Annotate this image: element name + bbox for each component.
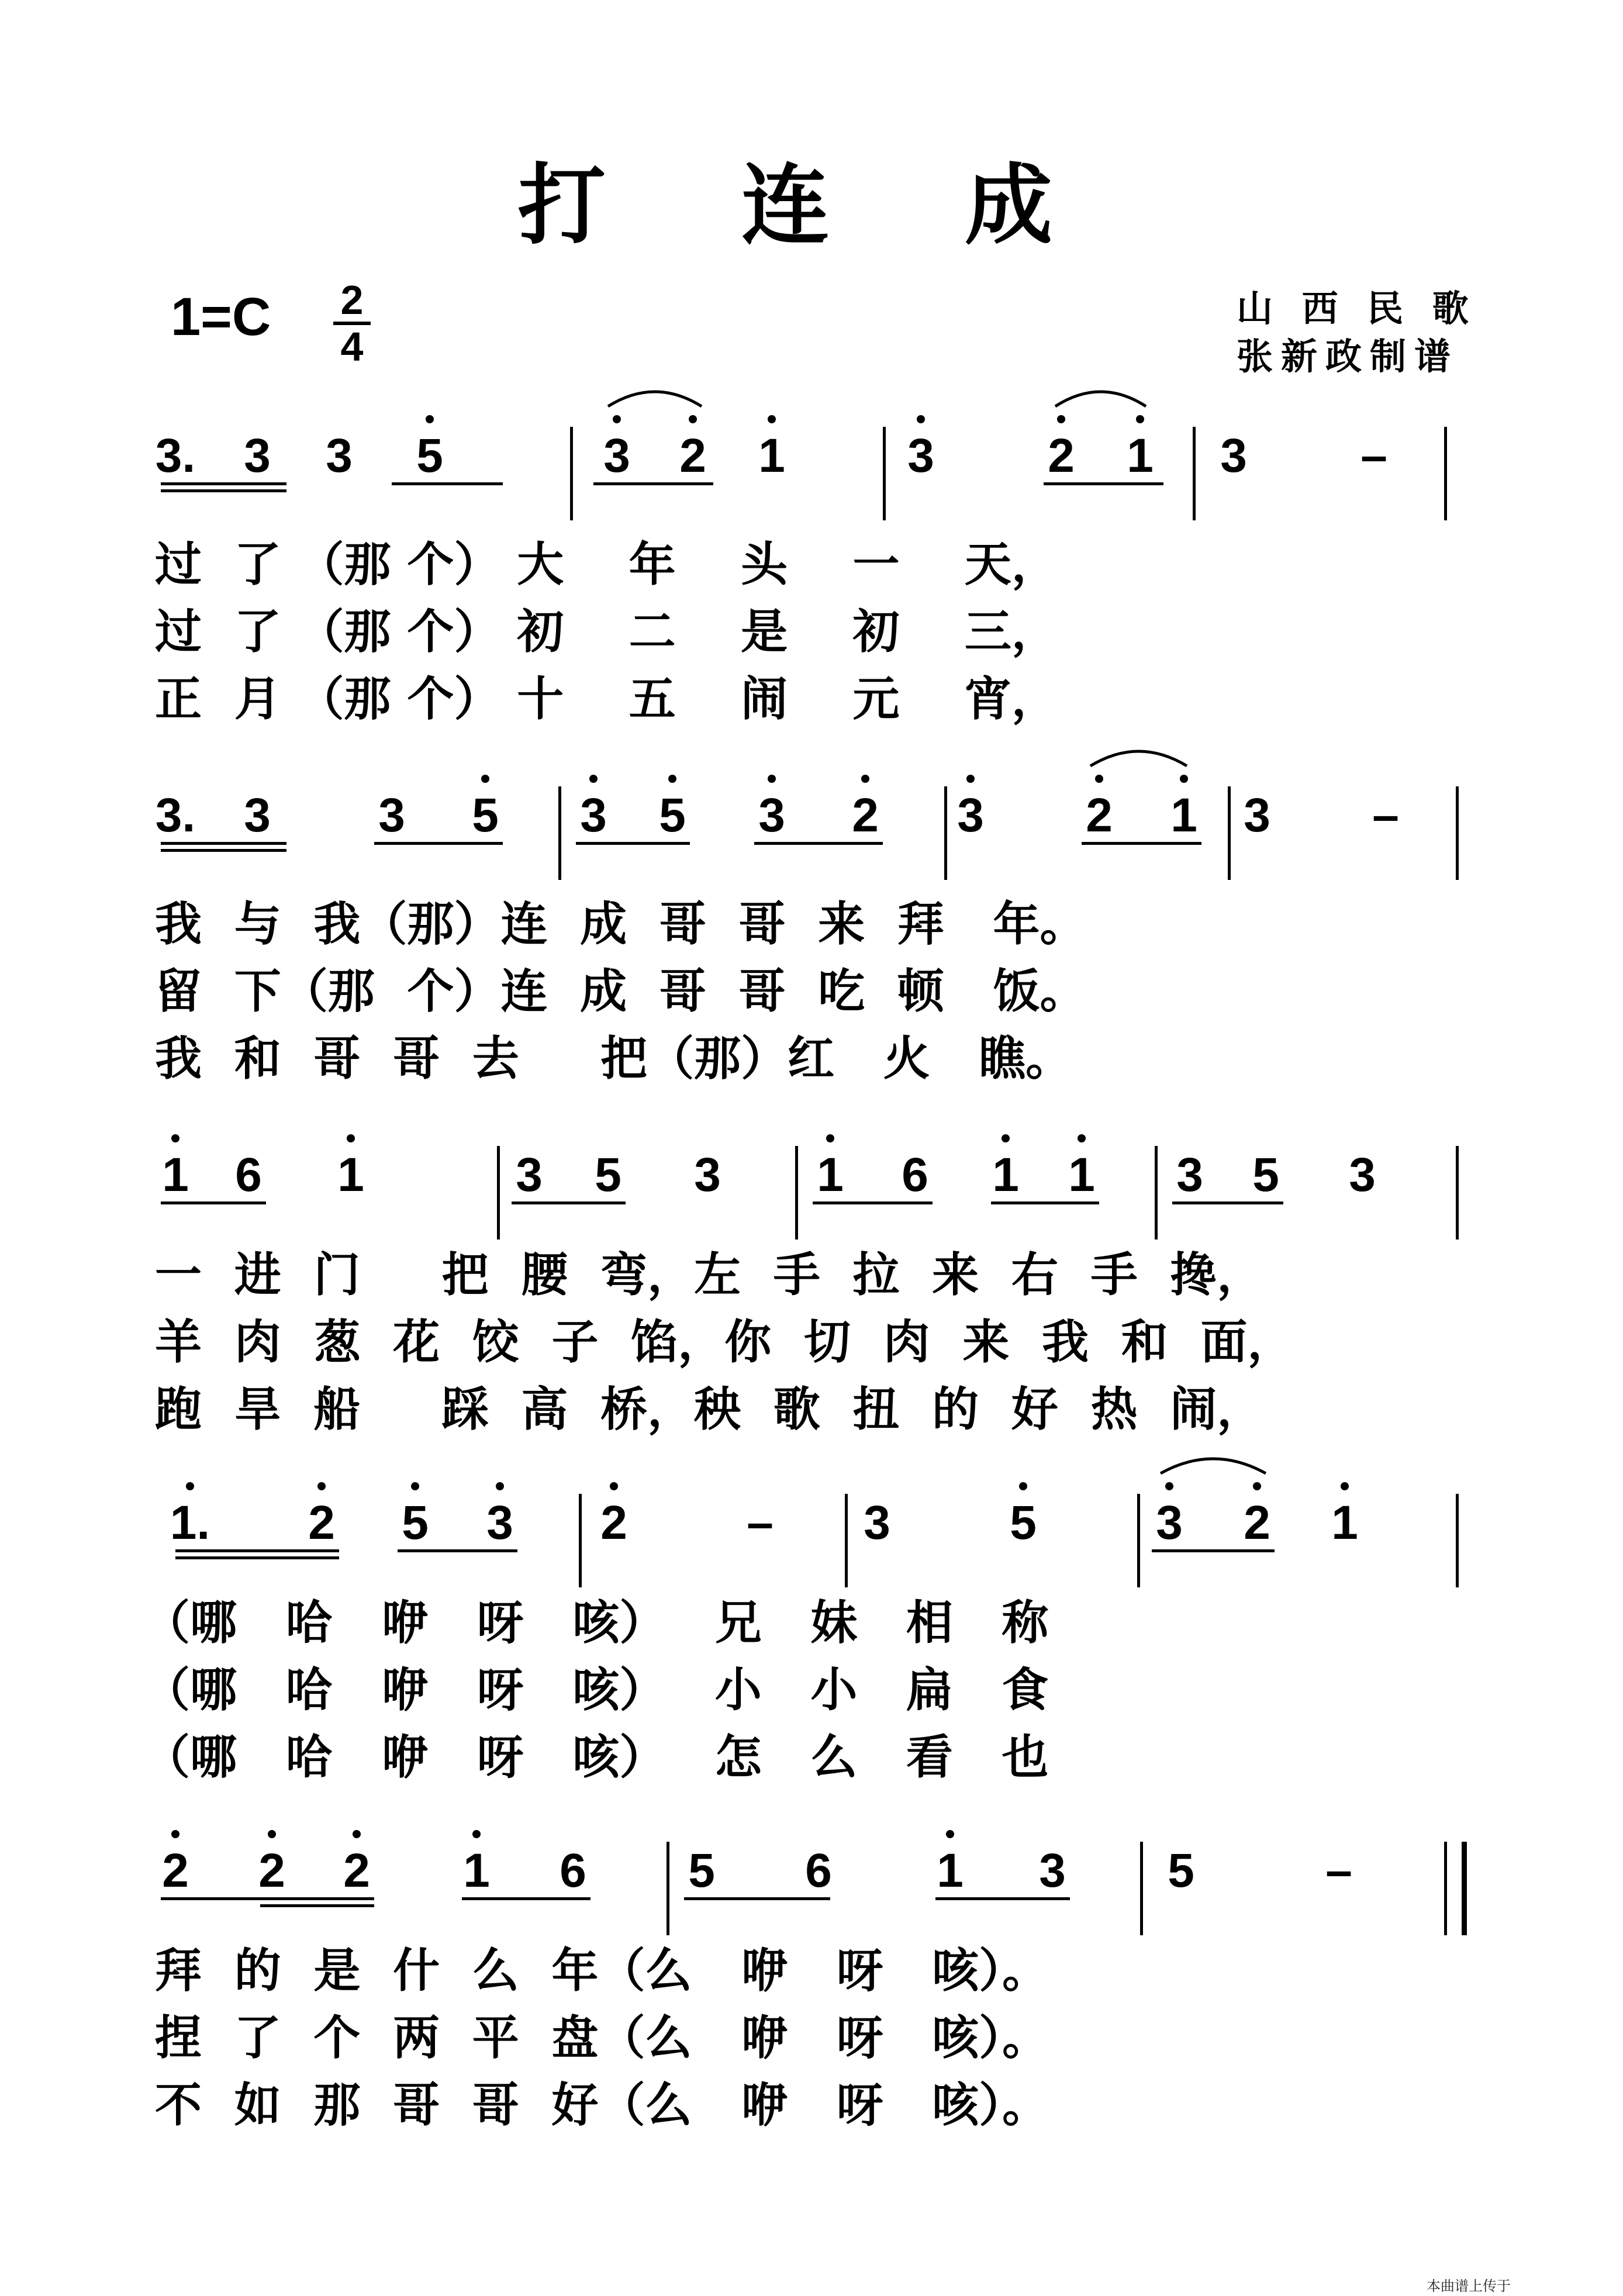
note: 2 [162, 1844, 189, 1897]
octave-high-dot [186, 1482, 194, 1490]
beam-underline [175, 1549, 339, 1552]
note: 1 [758, 429, 785, 482]
beam-underline [512, 1201, 626, 1204]
barline [1456, 1146, 1459, 1240]
beam-underline [576, 842, 690, 845]
slur [1055, 392, 1146, 406]
note: 3. [155, 789, 196, 842]
beam-underline [175, 1556, 339, 1559]
barline [944, 786, 947, 880]
octave-high-dot [689, 415, 697, 423]
time-signature-top: 2 [340, 277, 364, 323]
note: 3 [516, 1148, 543, 1201]
octave-high-dot [1002, 1134, 1010, 1142]
beam-underline [1152, 1549, 1275, 1552]
note: 1 [817, 1148, 844, 1201]
beam-underline [813, 1201, 933, 1204]
note: 2 [308, 1496, 335, 1549]
lyric-line: 一 进 门 把 腰 弯，左 手 拉 来 右 手 搀， [155, 1247, 1264, 1302]
note: 1 [337, 1148, 364, 1201]
barline [1456, 1494, 1459, 1587]
note: 1 [937, 1844, 964, 1897]
note: 1 [1127, 429, 1154, 482]
note: 2 [258, 1844, 285, 1897]
octave-high-dot [317, 1482, 326, 1490]
note: 2 [1048, 429, 1075, 482]
slur [1161, 1459, 1266, 1473]
final-barline [1444, 1842, 1447, 1935]
note: 3 [1220, 429, 1247, 482]
beam-underline [374, 842, 503, 845]
octave-high-dot [347, 1134, 355, 1142]
note: 3 [758, 789, 785, 842]
octave-high-dot [171, 1134, 179, 1142]
barline [883, 427, 886, 520]
note: 3 [244, 789, 271, 842]
lyric-line: 羊 肉 葱 花 饺 子 馅，你 切 肉 来 我 和 面， [155, 1314, 1294, 1369]
beam-underline [1044, 482, 1163, 485]
note: 3 [957, 789, 984, 842]
lyric-line: 留 下（那 个）连 成 哥 哥 吃 顿 饭。 [155, 964, 1087, 1018]
octave-high-dot [861, 775, 869, 783]
barline [497, 1146, 500, 1240]
note: 3 [1156, 1496, 1183, 1549]
note: 6 [235, 1148, 262, 1201]
note: 3 [1039, 1844, 1066, 1897]
note: 3 [1244, 789, 1270, 842]
beam-underline [161, 1201, 266, 1204]
note: 5 [416, 429, 443, 482]
barline [1228, 786, 1231, 880]
octave-high-dot [1180, 775, 1188, 783]
barline [579, 1494, 582, 1587]
credit-origin: 山 西 民 歌 [1237, 287, 1477, 330]
barline [1456, 786, 1459, 880]
note: 1 [992, 1148, 1019, 1201]
beam-underline [161, 489, 286, 492]
octave-high-dot [1057, 415, 1065, 423]
octave-high-dot [1136, 415, 1144, 423]
note: 2 [852, 789, 879, 842]
lyric-line: 过 了 （那 个） 大 年 头 一 天， [155, 537, 1058, 592]
note: 3 [1349, 1148, 1376, 1201]
lyric-line: 正 月 （那 个） 十 五 闹 元 宵， [155, 671, 1058, 726]
octave-high-dot [426, 415, 434, 423]
barline [570, 427, 573, 520]
note: – [1360, 429, 1387, 482]
lyric-line: 我 与 我（那）连 成 哥 哥 来 拜 年。 [155, 896, 1087, 951]
octave-high-dot [668, 775, 676, 783]
note: 5 [1252, 1148, 1279, 1201]
credit-arranger: 张新政制谱 [1237, 335, 1459, 378]
octave-high-dot [411, 1482, 419, 1490]
octave-high-dot [917, 415, 925, 423]
beam-underline [754, 842, 883, 845]
page-title: 打 连 成 [517, 154, 1106, 257]
note: 5 [402, 1496, 429, 1549]
note: 2 [1244, 1496, 1270, 1549]
beam-underline [1082, 842, 1201, 845]
beam-underline [161, 842, 286, 845]
lyric-line: （哪 哈 咿 呀 咳） 小 小 扁 食 [143, 1662, 1049, 1717]
octave-high-dot [1165, 1482, 1173, 1490]
note: 3 [244, 429, 271, 482]
beam-underline [161, 1897, 374, 1900]
barline [1155, 1146, 1158, 1240]
note: 3 [907, 429, 934, 482]
note: 3 [694, 1148, 721, 1201]
lyric-line: 不 如 那 哥 哥 好（么 咿 呀 咳）。 [155, 2077, 1049, 2132]
note: 3. [155, 429, 196, 482]
time-signature-bottom: 4 [340, 324, 364, 370]
octave-high-dot [472, 1830, 481, 1838]
octave-high-dot [481, 775, 489, 783]
barline [1137, 1494, 1140, 1587]
note: 6 [902, 1148, 928, 1201]
octave-high-dot [768, 415, 776, 423]
note: 2 [1086, 789, 1113, 842]
octave-high-dot [171, 1830, 179, 1838]
note: – [747, 1496, 773, 1549]
note: – [1325, 1844, 1352, 1897]
lyric-line: （哪 哈 咿 呀 咳） 怎 么 看 也 [143, 1729, 1049, 1784]
lyric-line: 我 和 哥 哥 去 把（那）红 火 瞧。 [155, 1031, 1073, 1086]
final-barline [1462, 1842, 1467, 1935]
note: 3 [1176, 1148, 1203, 1201]
octave-high-dot [353, 1830, 361, 1838]
lyric-line: （哪 哈 咿 呀 咳） 兄 妹 相 称 [143, 1595, 1049, 1650]
octave-high-dot [768, 775, 776, 783]
slur [608, 392, 702, 406]
beam-underline [462, 1897, 591, 1900]
note: 5 [1010, 1496, 1037, 1549]
note: 5 [472, 789, 499, 842]
note: 3 [486, 1496, 513, 1549]
octave-high-dot [1341, 1482, 1349, 1490]
note: 1 [1068, 1148, 1095, 1201]
beam-underline [935, 1897, 1070, 1900]
note: 2 [343, 1844, 370, 1897]
note: 3 [580, 789, 607, 842]
note: 3 [864, 1496, 890, 1549]
beam-underline [684, 1897, 830, 1900]
note: 3 [378, 789, 405, 842]
lyric-line: 捏 了 个 两 平 盘（么 咿 呀 咳）。 [155, 2010, 1049, 2065]
lyric-line: 过 了 （那 个） 初 二 是 初 三， [155, 604, 1058, 659]
note: 2 [600, 1496, 627, 1549]
beam-underline [593, 482, 713, 485]
octave-high-dot [268, 1830, 276, 1838]
note: 1 [463, 1844, 490, 1897]
note: 6 [805, 1844, 832, 1897]
note: 5 [688, 1844, 715, 1897]
beam-underline [161, 849, 286, 852]
octave-high-dot [1095, 775, 1103, 783]
beam-underline [260, 1904, 374, 1907]
barline [558, 786, 561, 880]
note: 5 [659, 789, 686, 842]
beam-underline [398, 1549, 517, 1552]
octave-high-dot [589, 775, 598, 783]
slur [1090, 751, 1187, 766]
octave-high-dot [966, 775, 975, 783]
beam-underline [392, 482, 503, 485]
octave-high-dot [613, 415, 621, 423]
octave-high-dot [1019, 1482, 1027, 1490]
barline [1193, 427, 1196, 520]
beam-underline [161, 482, 286, 485]
note: 3 [603, 429, 630, 482]
octave-high-dot [826, 1134, 834, 1142]
barline [845, 1494, 848, 1587]
barline [795, 1146, 798, 1240]
lyric-line: 跑 旱 船 踩 高 桥，秧 歌 扭 的 好 热 闹， [155, 1382, 1264, 1437]
octave-high-dot [1078, 1134, 1086, 1142]
barline [1140, 1842, 1143, 1935]
footer-watermark: 本曲谱上传于 [1427, 2278, 1511, 2294]
lyric-line: 拜 的 是 什 么 年（么 咿 呀 咳）。 [155, 1943, 1049, 1998]
octave-high-dot [610, 1482, 618, 1490]
note: 6 [560, 1844, 586, 1897]
barline [1444, 427, 1447, 520]
key-signature: 1=C [171, 287, 271, 347]
octave-high-dot [1253, 1482, 1261, 1490]
note: 1 [1331, 1496, 1358, 1549]
beam-underline [1172, 1201, 1283, 1204]
note: 1 [1170, 789, 1197, 842]
note: 1. [170, 1496, 210, 1549]
note: 3 [326, 429, 353, 482]
note: – [1372, 789, 1399, 842]
note: 1 [162, 1148, 189, 1201]
note: 5 [595, 1148, 621, 1201]
note: 2 [679, 429, 706, 482]
beam-underline [991, 1201, 1099, 1204]
note: 5 [1168, 1844, 1194, 1897]
octave-high-dot [946, 1830, 954, 1838]
barline [667, 1842, 669, 1935]
octave-high-dot [496, 1482, 504, 1490]
